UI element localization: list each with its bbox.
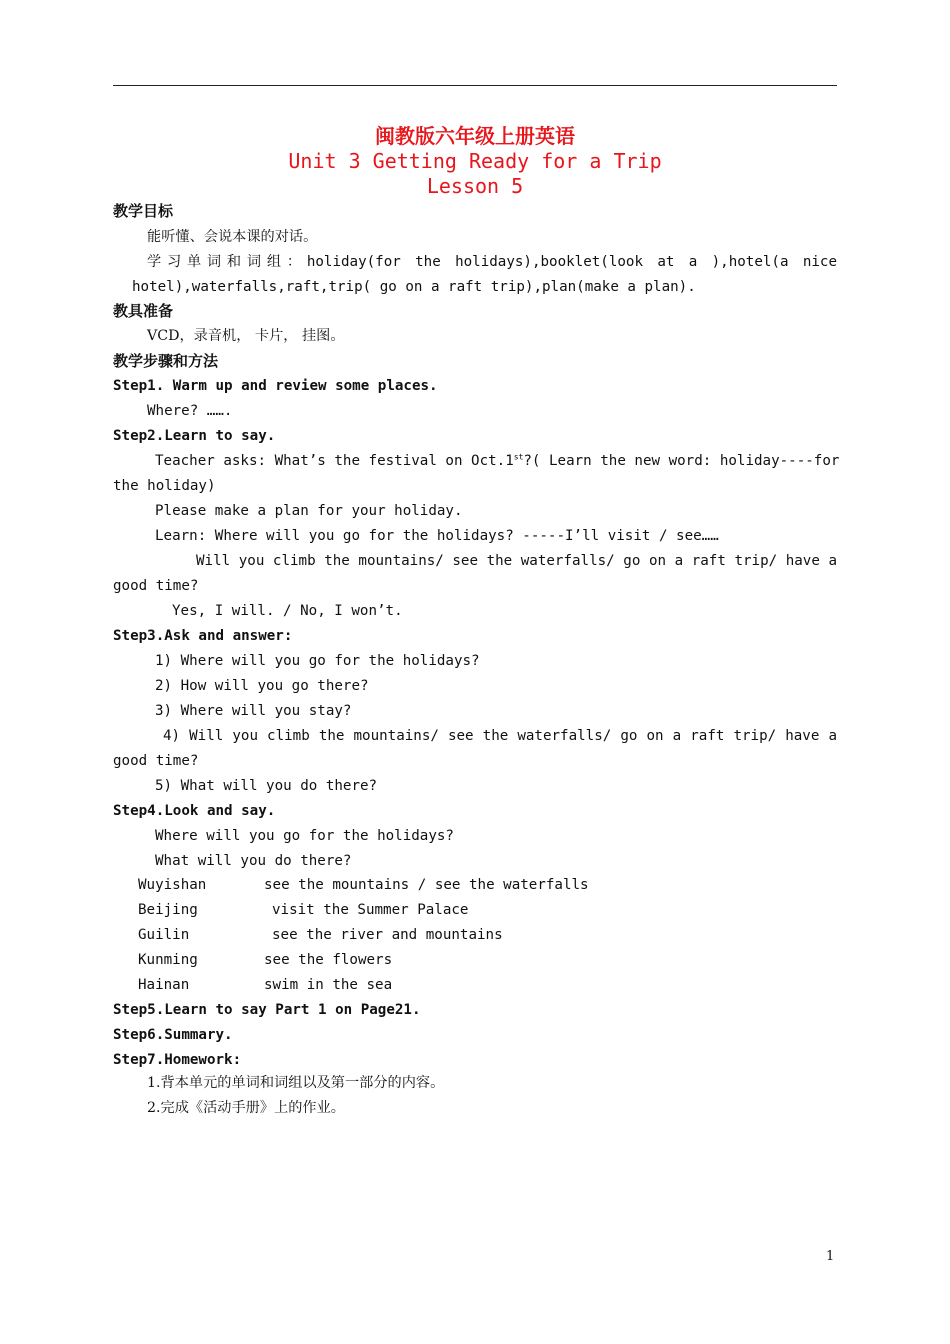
place-name: Wuyishan — [138, 877, 207, 893]
place-name: Kunming — [138, 952, 198, 968]
goal-line: 能听懂、会说本课的对话。 — [147, 229, 318, 245]
step-line: the holiday) — [113, 478, 216, 494]
teacher-question: Teacher asks: What’s the festival on Oct.1st?( Learn the new word: holiday----for — [155, 452, 840, 469]
step-line: Yes, I will. / No, I won’t. — [172, 603, 403, 619]
unit-title: Unit 3 Getting Ready for a Trip — [288, 149, 662, 173]
place-name: Guilin — [138, 927, 190, 943]
place-activity: see the flowers — [264, 952, 393, 968]
step-heading: Step6.Summary. — [113, 1027, 233, 1043]
place-activity: swim in the sea — [264, 977, 393, 993]
goal-line: hotel),waterfalls,raft,trip( go on a raft trip),plan(make a plan). — [132, 279, 696, 295]
step-line — [155, 452, 840, 470]
step-heading: Step2.Learn to say. — [113, 428, 276, 444]
step-line: Learn: Where will you go for the holidays? -----I’ll visit / see…… — [155, 528, 719, 544]
homework-item: 2.完成《活动手册》上的作业。 — [147, 1100, 345, 1116]
question-item: good time? — [113, 753, 199, 769]
question-item: 4) Will you climb the mountains/ see the waterfalls/ go on a raft trip/ have a — [163, 728, 837, 744]
section-heading-goals: 教学目标 — [113, 202, 174, 220]
step-line: Will you climb the mountains/ see the waterfalls/ go on a raft trip/ have a — [196, 553, 837, 569]
place-activity: visit the Summer Palace — [272, 902, 469, 918]
homework-item: 1.背本单元的单词和词组以及第一部分的内容。 — [147, 1075, 445, 1091]
place-name: Hainan — [138, 977, 190, 993]
step-line: good time? — [113, 578, 199, 594]
materials-line: VCD，录音机， 卡片， 挂图。 — [147, 328, 345, 344]
question-item: 1) Where will you go for the holidays? — [155, 653, 480, 669]
header-rule — [113, 85, 837, 86]
step-heading: Step5.Learn to say Part 1 on Page21. — [113, 1002, 421, 1018]
place-name: Beijing — [138, 902, 198, 918]
lesson-title: Lesson 5 — [426, 174, 524, 198]
step-heading: Step1. Warm up and review some places. — [113, 378, 438, 394]
step-line: Where will you go for the holidays? — [155, 828, 454, 844]
question-item: 2) How will you go there? — [155, 678, 369, 694]
place-activity: see the mountains / see the waterfalls — [264, 877, 589, 893]
page-title: 闽教版六年级上册英语 — [375, 124, 575, 148]
question-item: 5) What will you do there? — [155, 778, 378, 794]
section-heading-steps: 教学步骤和方法 — [113, 352, 219, 370]
place-activity: see the river and mountains — [272, 927, 503, 943]
step-heading: Step3.Ask and answer: — [113, 628, 293, 644]
step-line: Please make a plan for your holiday. — [155, 503, 463, 519]
step-line: What will you do there? — [155, 853, 352, 869]
step-heading: Step7.Homework: — [113, 1052, 242, 1068]
page-number: 1 — [826, 1249, 835, 1264]
question-item: 3) Where will you stay? — [155, 703, 352, 719]
section-heading-materials: 教具准备 — [113, 302, 174, 320]
step-line: Where? ……. — [147, 403, 233, 419]
step-heading: Step4.Look and say. — [113, 803, 276, 819]
goal-line: 学习单词和词组：holiday(for the holidays),booklet(look at a ),hotel(a nice — [147, 254, 837, 270]
